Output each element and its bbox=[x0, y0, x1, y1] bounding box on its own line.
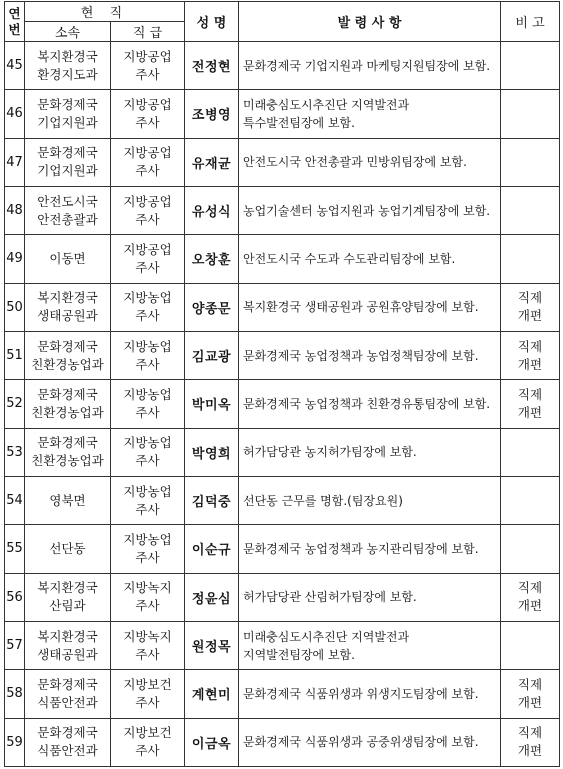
header-order: 발 령 사 항 bbox=[239, 2, 501, 42]
remarks bbox=[501, 573, 560, 621]
rank-line: 주사 bbox=[135, 598, 160, 614]
header-row bbox=[5, 2, 560, 22]
rank-line: 주사 bbox=[135, 163, 160, 179]
department-line: 식품안전과 bbox=[37, 743, 98, 759]
rank-line: 주사 bbox=[135, 549, 160, 565]
rank-line: 지방농업 bbox=[123, 483, 172, 499]
appointment-order bbox=[239, 138, 501, 186]
table-row bbox=[5, 718, 560, 766]
remark-line: 개편 bbox=[517, 598, 543, 614]
current-rank bbox=[111, 186, 185, 234]
appointment-order bbox=[239, 331, 501, 379]
rank-line: 주사 bbox=[135, 694, 160, 710]
current-rank bbox=[111, 42, 185, 90]
current-department bbox=[25, 621, 111, 669]
current-rank bbox=[111, 331, 185, 379]
current-rank bbox=[111, 428, 185, 476]
order-line: 문화경제국 기업지원과 마케팅지원팀장에 보함. bbox=[243, 58, 491, 73]
row-number: 56 bbox=[5, 573, 25, 621]
current-rank bbox=[111, 573, 185, 621]
table-row bbox=[5, 331, 560, 379]
header-no bbox=[5, 2, 25, 42]
rank-line: 주사 bbox=[135, 114, 160, 130]
order-line: 문화경제국 식품위생과 위생지도팀장에 보함. bbox=[243, 686, 479, 701]
table-row bbox=[5, 138, 560, 186]
rank-line: 지방공업 bbox=[123, 193, 172, 209]
current-department bbox=[25, 235, 111, 283]
employee-name: 김교광 bbox=[185, 331, 239, 379]
remarks bbox=[501, 670, 560, 718]
employee-name: 이순규 bbox=[185, 525, 239, 573]
employee-name: 박미옥 bbox=[185, 380, 239, 428]
remark-line: 직제 bbox=[517, 676, 543, 692]
remark-line: 개편 bbox=[517, 694, 543, 710]
rank-line: 주사 bbox=[135, 646, 160, 662]
remark-line: 직제 bbox=[517, 338, 543, 354]
table-row bbox=[5, 90, 560, 138]
row-number: 59 bbox=[5, 718, 25, 766]
department-line: 복지환경국 bbox=[37, 48, 98, 64]
current-rank bbox=[111, 670, 185, 718]
remark-line: 직제 bbox=[517, 725, 543, 741]
department-line: 안전총괄과 bbox=[37, 211, 98, 227]
current-department bbox=[25, 283, 111, 331]
row-number: 45 bbox=[5, 42, 25, 90]
department-line: 문화경제국 bbox=[37, 725, 98, 741]
remarks bbox=[501, 42, 560, 90]
department-line: 산림과 bbox=[49, 598, 86, 614]
row-number: 47 bbox=[5, 138, 25, 186]
rank-line: 지방보건 bbox=[123, 725, 172, 741]
employee-name: 이금옥 bbox=[185, 718, 239, 766]
employee-name: 원정목 bbox=[185, 621, 239, 669]
department-line: 안전도시국 bbox=[37, 193, 98, 209]
current-department bbox=[25, 476, 111, 524]
department-line: 식품안전과 bbox=[37, 694, 98, 710]
remark-line: 직제 bbox=[517, 290, 543, 306]
current-rank bbox=[111, 525, 185, 573]
table-row bbox=[5, 573, 560, 621]
current-department bbox=[25, 428, 111, 476]
remarks bbox=[501, 90, 560, 138]
current-department bbox=[25, 573, 111, 621]
row-number: 46 bbox=[5, 90, 25, 138]
appointment-order bbox=[239, 235, 501, 283]
row-number: 52 bbox=[5, 380, 25, 428]
current-department bbox=[25, 186, 111, 234]
employee-name: 박영희 bbox=[185, 428, 239, 476]
table-row bbox=[5, 670, 560, 718]
header-dept: 소속 bbox=[25, 22, 111, 42]
department-line: 복지환경국 bbox=[37, 290, 98, 306]
order-line: 안전도시국 수도과 수도관리팀장에 보함. bbox=[243, 251, 456, 266]
rank-line: 지방농업 bbox=[123, 531, 172, 547]
order-line: 복지환경국 생태공원과 공원휴양팀장에 보함. bbox=[243, 300, 479, 315]
department-line: 문화경제국 bbox=[37, 676, 98, 692]
appointment-order bbox=[239, 90, 501, 138]
current-department bbox=[25, 718, 111, 766]
remarks bbox=[501, 380, 560, 428]
header-note: 비 고 bbox=[501, 2, 560, 42]
department-line: 문화경제국 bbox=[37, 96, 98, 112]
employee-name: 정윤심 bbox=[185, 573, 239, 621]
rank-line: 지방농업 bbox=[123, 290, 172, 306]
employee-name: 전정현 bbox=[185, 42, 239, 90]
row-number: 53 bbox=[5, 428, 25, 476]
row-number: 54 bbox=[5, 476, 25, 524]
rank-line: 지방보건 bbox=[123, 676, 172, 692]
order-line: 특수발전팀장에 보함. bbox=[243, 115, 355, 130]
remark-line: 개편 bbox=[517, 743, 543, 759]
table-row bbox=[5, 525, 560, 573]
order-line: 문화경제국 식품위생과 공중위생팀장에 보함. bbox=[243, 735, 479, 750]
appointment-order bbox=[239, 42, 501, 90]
row-number: 58 bbox=[5, 670, 25, 718]
row-number: 48 bbox=[5, 186, 25, 234]
rank-line: 주사 bbox=[135, 453, 160, 469]
table-row bbox=[5, 428, 560, 476]
department-line: 친환경농업과 bbox=[31, 453, 104, 469]
department-line: 문화경제국 bbox=[37, 338, 98, 354]
order-line: 선단동 근무를 명함.(팀장요원) bbox=[243, 493, 403, 508]
department-line: 영북면 bbox=[49, 492, 86, 508]
rank-line: 지방공업 bbox=[123, 241, 172, 257]
rank-line: 지방공업 bbox=[123, 96, 172, 112]
rank-line: 주사 bbox=[135, 404, 160, 420]
header-no-line: 연 bbox=[8, 5, 21, 21]
employee-name: 양종문 bbox=[185, 283, 239, 331]
remarks bbox=[501, 138, 560, 186]
rank-line: 주사 bbox=[135, 308, 160, 324]
header-current-position: 현 직 bbox=[25, 2, 185, 22]
row-number: 55 bbox=[5, 525, 25, 573]
appointment-order bbox=[239, 380, 501, 428]
department-line: 문화경제국 bbox=[37, 145, 98, 161]
department-line: 복지환경국 bbox=[37, 628, 98, 644]
remarks bbox=[501, 476, 560, 524]
current-department bbox=[25, 42, 111, 90]
rank-line: 주사 bbox=[135, 259, 160, 275]
remark-line: 개편 bbox=[517, 308, 543, 324]
current-department bbox=[25, 138, 111, 186]
remarks bbox=[501, 235, 560, 283]
remark-line: 개편 bbox=[517, 404, 543, 420]
appointment-order bbox=[239, 428, 501, 476]
remark-line: 직제 bbox=[517, 386, 543, 402]
employee-name: 유재균 bbox=[185, 138, 239, 186]
remarks bbox=[501, 718, 560, 766]
employee-name: 오창훈 bbox=[185, 235, 239, 283]
department-line: 문화경제국 bbox=[37, 435, 98, 451]
current-rank bbox=[111, 476, 185, 524]
employee-name: 계현미 bbox=[185, 670, 239, 718]
department-line: 생태공원과 bbox=[37, 308, 98, 324]
order-line: 문화경제국 농업정책과 친환경유통팀장에 보함. bbox=[243, 396, 491, 411]
table-row bbox=[5, 186, 560, 234]
row-number: 50 bbox=[5, 283, 25, 331]
remarks bbox=[501, 621, 560, 669]
current-department bbox=[25, 525, 111, 573]
appointment-order bbox=[239, 670, 501, 718]
personnel-order-table bbox=[4, 1, 560, 767]
department-line: 선단동 bbox=[49, 540, 86, 556]
order-line: 미래충심도시추진단 지역발전과 bbox=[243, 97, 410, 112]
department-line: 복지환경국 bbox=[37, 580, 98, 596]
row-number: 49 bbox=[5, 235, 25, 283]
order-line: 미래충심도시추진단 지역발전과 bbox=[243, 629, 410, 644]
row-number: 51 bbox=[5, 331, 25, 379]
rank-line: 지방농업 bbox=[123, 338, 172, 354]
current-rank bbox=[111, 90, 185, 138]
order-line: 허가담당관 산림허가팀장에 보함. bbox=[243, 590, 417, 605]
appointment-order bbox=[239, 573, 501, 621]
appointment-order bbox=[239, 621, 501, 669]
table-row bbox=[5, 42, 560, 90]
current-department bbox=[25, 380, 111, 428]
rank-line: 지방공업 bbox=[123, 48, 172, 64]
row-number: 57 bbox=[5, 621, 25, 669]
employee-name: 유성식 bbox=[185, 186, 239, 234]
rank-line: 주사 bbox=[135, 501, 160, 517]
current-rank bbox=[111, 380, 185, 428]
current-department bbox=[25, 90, 111, 138]
current-rank bbox=[111, 718, 185, 766]
remarks bbox=[501, 428, 560, 476]
remarks bbox=[501, 283, 560, 331]
department-line: 이동면 bbox=[49, 250, 86, 266]
order-line: 농업기술센터 농업지원과 농업기계팀장에 보함. bbox=[243, 203, 491, 218]
rank-line: 주사 bbox=[135, 356, 160, 372]
current-department bbox=[25, 331, 111, 379]
table-body bbox=[5, 42, 560, 767]
remarks bbox=[501, 186, 560, 234]
table-row bbox=[5, 621, 560, 669]
header-no-line: 번 bbox=[8, 21, 21, 37]
current-rank bbox=[111, 235, 185, 283]
rank-line: 주사 bbox=[135, 211, 160, 227]
order-line: 허가담당관 농지허가팀장에 보함. bbox=[243, 445, 417, 460]
appointment-order bbox=[239, 525, 501, 573]
order-line: 지역발전팀장에 보함. bbox=[243, 647, 355, 662]
appointment-order bbox=[239, 718, 501, 766]
rank-line: 지방농업 bbox=[123, 386, 172, 402]
rank-line: 지방녹지 bbox=[123, 580, 172, 596]
remark-line: 직제 bbox=[517, 580, 543, 596]
rank-line: 지방농업 bbox=[123, 435, 172, 451]
department-line: 친환경농업과 bbox=[31, 356, 104, 372]
current-rank bbox=[111, 621, 185, 669]
employee-name: 김덕중 bbox=[185, 476, 239, 524]
current-department bbox=[25, 670, 111, 718]
order-line: 안전도시국 안전총괄과 민방위팀장에 보함. bbox=[243, 155, 467, 170]
remark-line: 개편 bbox=[517, 356, 543, 372]
department-line: 문화경제국 bbox=[37, 386, 98, 402]
header-name: 성 명 bbox=[185, 2, 239, 42]
appointment-order bbox=[239, 186, 501, 234]
appointment-order bbox=[239, 283, 501, 331]
department-line: 기업지원과 bbox=[37, 163, 98, 179]
table-row bbox=[5, 476, 560, 524]
table-row bbox=[5, 235, 560, 283]
current-rank bbox=[111, 138, 185, 186]
table-row bbox=[5, 380, 560, 428]
employee-name: 조병영 bbox=[185, 90, 239, 138]
remarks bbox=[501, 525, 560, 573]
header-rank: 직 급 bbox=[111, 22, 185, 42]
rank-line: 주사 bbox=[135, 743, 160, 759]
appointment-order bbox=[239, 476, 501, 524]
department-line: 생태공원과 bbox=[37, 646, 98, 662]
table-row bbox=[5, 283, 560, 331]
personnel-order-document bbox=[4, 1, 559, 767]
rank-line: 주사 bbox=[135, 66, 160, 82]
rank-line: 지방녹지 bbox=[123, 628, 172, 644]
order-line: 문화경제국 농업정책과 농업정책팀장에 보함. bbox=[243, 348, 479, 363]
department-line: 기업지원과 bbox=[37, 114, 98, 130]
current-rank bbox=[111, 283, 185, 331]
remarks bbox=[501, 331, 560, 379]
department-line: 환경지도과 bbox=[37, 66, 98, 82]
order-line: 문화경제국 농업정책과 농지관리팀장에 보함. bbox=[243, 541, 479, 556]
department-line: 친환경농업과 bbox=[31, 404, 104, 420]
rank-line: 지방공업 bbox=[123, 145, 172, 161]
